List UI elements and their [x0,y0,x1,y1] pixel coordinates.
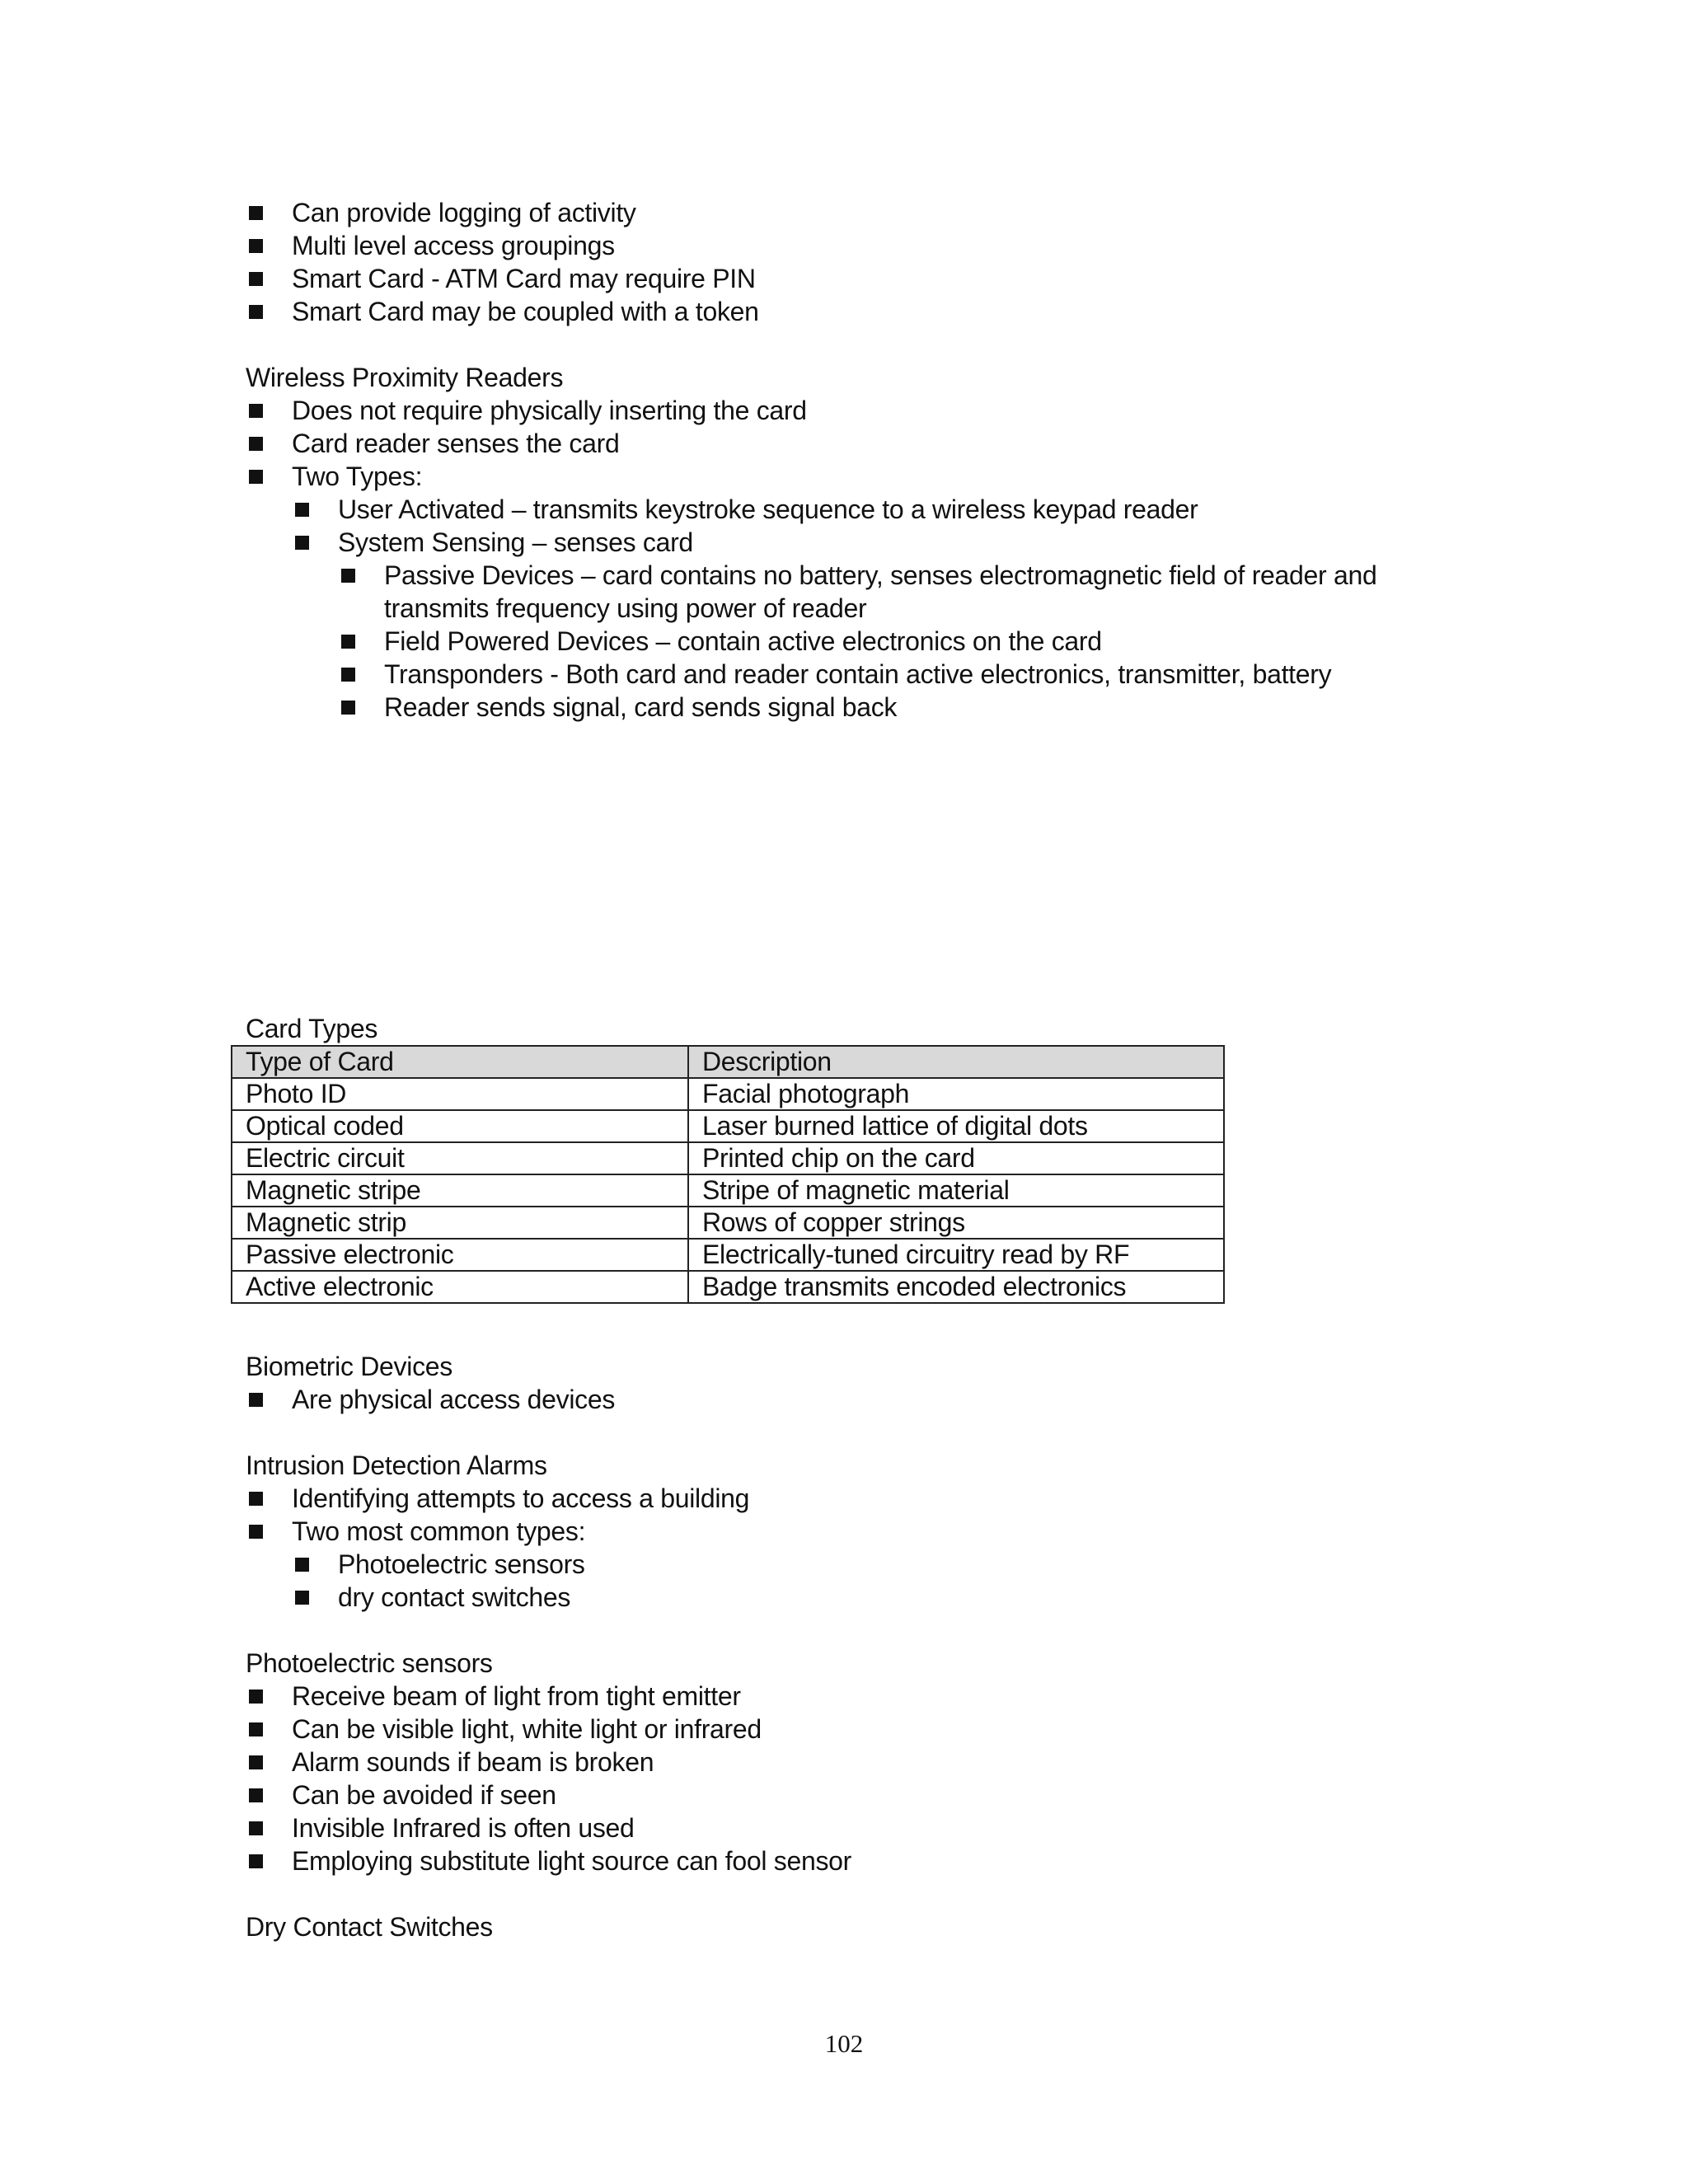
list-item: Smart Card may be coupled with a token [246,295,759,328]
table-cell: Electric circuit [232,1142,688,1174]
list-item-text: System Sensing – senses card [338,527,693,557]
table-row [232,1142,1224,1174]
list-item: Transponders - Both card and reader contain active electronics, transmitter, battery [338,658,1416,691]
table-row [232,1239,1224,1271]
list-item: Can be avoided if seen [246,1779,851,1811]
list-item: Field Powered Devices – contain active electronics on the card [338,625,1416,658]
section-access-features [246,196,759,328]
list-item: User Activated – transmits keystroke sequence to a wireless keypad reader [292,493,1416,526]
table-caption: Card Types [246,1014,378,1043]
list-item: Photoelectric sensors [292,1548,749,1581]
bullet-list [246,196,759,328]
list-item: Alarm sounds if beam is broken [246,1746,851,1779]
list-item [246,460,1416,724]
table-row [232,1078,1224,1110]
table-cell: Electrically-tuned circuitry read by RF [688,1239,1224,1271]
list-item: Can be visible light, white light or infrared [246,1713,851,1746]
table-cell: Printed chip on the card [688,1142,1224,1174]
section-biometric-devices [246,1350,615,1416]
bullet-list [246,1383,615,1416]
section-intrusion-alarms [246,1449,749,1614]
table-cell: Laser burned lattice of digital dots [688,1110,1224,1142]
list-item: Multi level access groupings [246,229,759,262]
table-cell: Passive electronic [232,1239,688,1271]
list-item: Card reader senses the card [246,427,1416,460]
table-row [232,1110,1224,1142]
table-row [232,1271,1224,1303]
list-item: dry contact switches [292,1581,749,1614]
table-cell: Badge transmits encoded electronics [688,1271,1224,1303]
bullet-list [246,1680,851,1877]
section-heading: Biometric Devices [246,1352,452,1381]
list-item: Are physical access devices [246,1383,615,1416]
page-number: 102 [824,2029,864,2058]
list-item: Passive Devices – card contains no battery, senses electromagnetic field of reader and transmits frequency using power of reader [338,559,1416,625]
section-heading: Intrusion Detection Alarms [246,1451,547,1480]
list-item: Reader sends signal, card sends signal back [338,691,1416,724]
list-item: Receive beam of light from tight emitter [246,1680,851,1713]
table-cell: Stripe of magnetic material [688,1174,1224,1207]
sub-bullet-list [292,1548,749,1614]
table-cell: Magnetic strip [232,1207,688,1239]
section-heading: Dry Contact Switches [246,1912,493,1942]
list-item [292,526,1416,724]
section-heading: Wireless Proximity Readers [246,363,564,392]
table-row [232,1207,1224,1239]
table-cell: Magnetic stripe [232,1174,688,1207]
list-item: Employing substitute light source can fool sensor [246,1844,851,1877]
section-photoelectric-sensors [246,1647,851,1877]
table-cell: Facial photograph [688,1078,1224,1110]
list-item: Identifying attempts to access a building [246,1482,749,1515]
list-item: Can provide logging of activity [246,196,759,229]
list-item: Smart Card - ATM Card may require PIN [246,262,759,295]
table-cell: Optical coded [232,1110,688,1142]
list-item: Does not require physically inserting the card [246,394,1416,427]
section-wireless-readers [246,361,1416,724]
table-cell: Photo ID [232,1078,688,1110]
table-cell: Rows of copper strings [688,1207,1224,1239]
sub-bullet-list [292,493,1416,724]
list-item-text: Two Types: [292,462,423,491]
card-types-table [231,1045,1225,1304]
bullet-list [246,394,1416,724]
table-row [232,1174,1224,1207]
list-item [246,1515,749,1614]
table-cell: Active electronic [232,1271,688,1303]
sub-sub-bullet-list [338,559,1416,724]
list-item: Invisible Infrared is often used [246,1811,851,1844]
table-header-cell: Type of Card [232,1046,688,1078]
table-header-cell: Description [688,1046,1224,1078]
section-dry-contact-switches [246,1910,493,1943]
bullet-list [246,1482,749,1614]
section-heading: Photoelectric sensors [246,1648,493,1678]
table-header-row [232,1046,1224,1078]
list-item-text: Two most common types: [292,1516,586,1546]
